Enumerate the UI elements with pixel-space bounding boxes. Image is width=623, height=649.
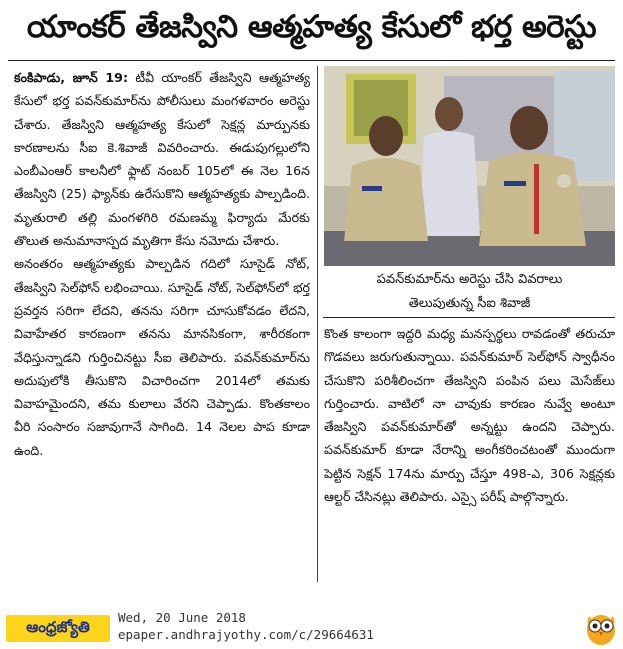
caption-divider [323, 317, 615, 318]
article-paragraph: కొంత కాలంగా ఇద్దరి మధ్య మనస్పర్థలు రావడంతో తరుచూ గొడవలు జరుగుతున్నాయి. పవన్‌కుమార్ సెల్‌ఫోన్ స్వాధీనం చేసుకొని పరిశీలించగా తేజస్విని పంపిన పలు మెసేజ్‌లు గుర్తించారు. వాటిలో నా చావుకు కారణం నువ్వే అంటూ తేజస్విని పవన్‌కుమార్‌తో అన్నట్టు ఉందని చెప్పారు. పవన్‌కుమార్ కూడా నేరాన్ని అంగీకరించటంతో ముందుగా పెట్టిన సెక్షన్ 174ను మార్పు చేస్తూ 498-ఎ, 306 సెక్షన్లకు ఆల్టర్ చేసినట్లు తెలిపారు. ఎస్సై పరీష్ పాల్గొన్నారు. [324, 326, 615, 505]
article-paragraph-text: టీవీ యాంకర్ తేజస్విని ఆత్మహత్య కేసులో భర్త పవన్‌కుమార్‌ను పోలీసులు మంగళవారం అరెస్టు చేశారు. తేజస్విని ఆత్మహత్య కేసులో సెక్షన్ల మార్పునకు కారణాలను సీఐ కె.శివాజీ వివరించారు. ఈడుపుగల్లులోని ఎంబీఎంఆర్ కాలనీలో ఫ్లాట్ నంబర్ 105లో ఈ నెల 16న తేజస్విని (25) ఫ్యాన్‌కు ఉరేసుకొని ఆత్మహత్యకు పాల్పడింది. మృతురాలి తల్లి మంగళగిరి రమణమ్మ ఫిర్యాదు మేరకు తొలుత అనుమానాస్పద మృతిగా కేసు నమోదు చేశారు. [14, 70, 310, 249]
photo-caption-line: తెలుపుతున్న సీఐ శివాజీ [408, 296, 531, 311]
article-right-column [324, 322, 615, 580]
logo-text: ఆంధ్రజ్యోతి [26, 617, 90, 636]
news-photo [324, 66, 615, 266]
headline-divider [8, 60, 615, 61]
photo-caption-line: పవన్‌కుమార్‌ను అరెస్టు చేసి వివరాలు [376, 272, 563, 287]
andhrajyothy-logo[interactable] [6, 615, 110, 642]
epaper-url[interactable]: epaper.andhrajyothy.com/c/29664631 [118, 627, 374, 642]
edition-date: Wed, 20 June 2018 [118, 610, 246, 625]
article-paragraph [14, 66, 310, 252]
column-divider [317, 66, 318, 582]
article-paragraph: అనంతరం ఆత్మహత్యకు పాల్పడిన గదిలో సూసైడ్ నోట్, తేజస్విని సెల్‌ఫోన్ లభించాయి. సూసైడ్ నోట్, సెల్‌ఫోన్‌లో భర్త ప్రవర్తన సరిగా లేదని, తనను సరిగా చూసుకోవడం లేదని, వివాహేతర కారణంగా తనను మానసికంగా, శారీరకంగా వేధిస్తున్నాడని గుర్తించినట్టు సీఐ తెలిపారు. పవన్‌కుమార్‌ను అదుపులోకి తీసుకొని విచారించగా 2014లో తమకు వివాహమైందని, తమ కులాలు వేరని చెప్పాడు. కొంతకాలం వీరి సంసారం సజావుగానే సాగింది. 14 నెలల పాప కూడా ఉంది. [14, 256, 310, 458]
footer [0, 600, 623, 649]
photo-caption [324, 268, 615, 316]
owl-mascot-icon [584, 606, 618, 646]
dateline: కంకిపాడు, జూన్ 19: [14, 70, 128, 85]
police-officers-photo [324, 66, 615, 266]
headline: యాంకర్ తేజస్విని ఆత్మహత్య కేసులో భర్త అరెస్టు [26, 8, 597, 45]
article-left-column [14, 66, 310, 582]
